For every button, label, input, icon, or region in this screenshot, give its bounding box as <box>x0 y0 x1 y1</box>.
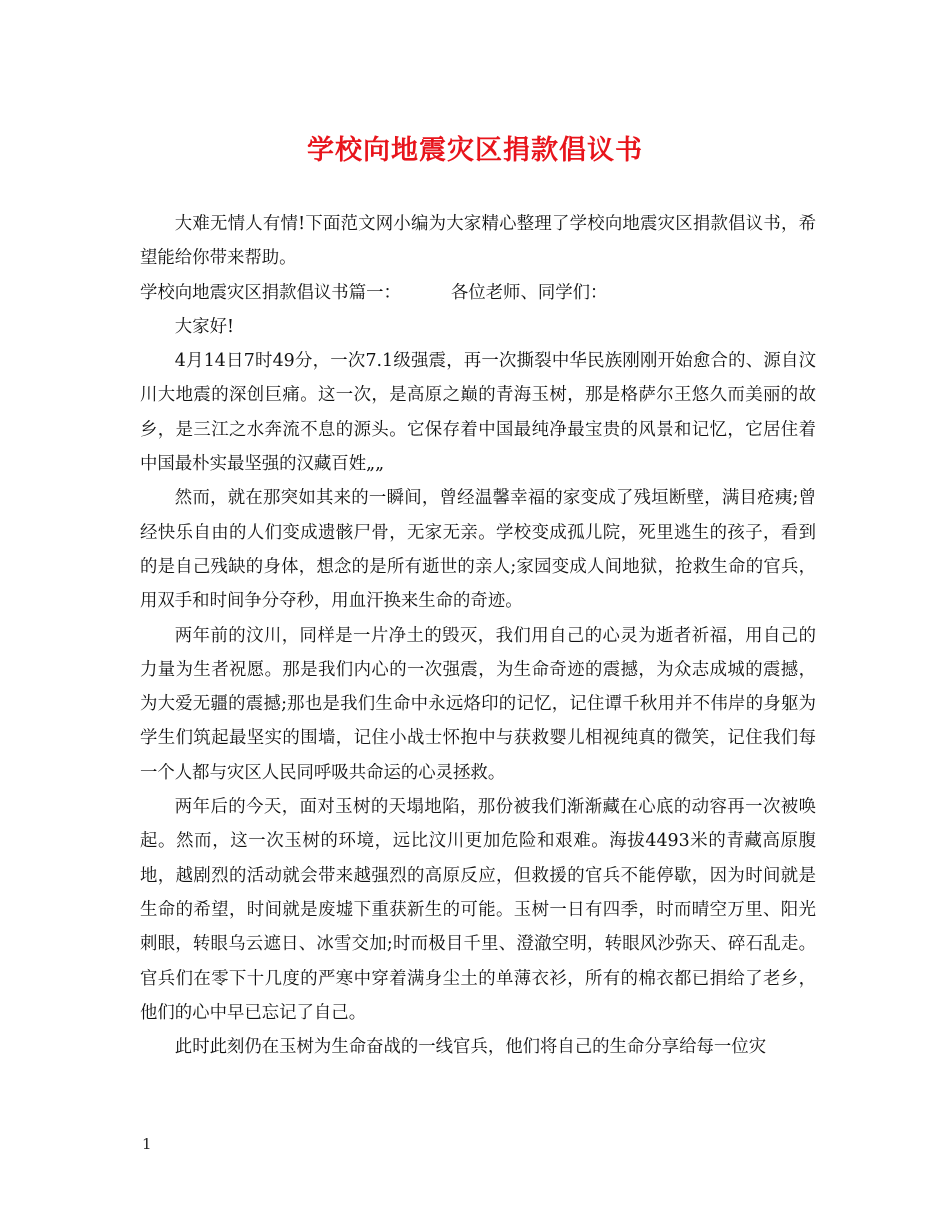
greeting: 大家好! <box>174 316 234 337</box>
body-paragraph-4: 两年后的今天，面对玉树的天塌地陷，那份被我们渐渐藏在心底的动容再一次被唤起。然而，这一次玉树的环境，远比汶川更加危险和艰难。海拔4493米的青藏高原腹地，越剧烈的活动就会带来越强烈的高原反应，但救援的官兵不能停歇，因为时间就是生命的希望，时间就是废墟下重获新生的可能。玉树一日有四季，时而晴空万里、阳光刺眼，转眼乌云遮日、冰雪交加;时而极目千里、澄澈空明，转眼风沙弥天、碎石乱走。官兵们在零下十几度的严寒中穿着满身尘土的单薄衣衫，所有的棉衣都已捐给了老乡，他们的心中早已忘记了自己。 <box>140 797 816 1023</box>
section-heading-line <box>140 276 816 310</box>
body-paragraph-2: 然而，就在那突如其来的一瞬间，曾经温馨幸福的家变成了残垣断壁，满目疮痍;曾经快乐自由的人们变成遗骸尸骨，无家无亲。学校变成孤儿院，死里逃生的孩子，看到的是自己残缺的身体，想念的是所有逝世的亲人;家园变成人间地狱，抢救生命的官兵，用双手和时间争分夺秒，用血汗换来生命的奇迹。 <box>140 488 816 612</box>
intro-paragraph: 大难无情人有情!下面范文网小编为大家精心整理了学校向地震灾区捐款倡议书，希望能给你带来帮助。 <box>140 214 816 269</box>
page-number: 1 <box>142 1135 152 1153</box>
body-paragraph-1: 4月14日7时49分，一次7.1级强震，再一次撕裂中华民族刚刚开始愈合的、源自汶川大地震的深创巨痛。这一次，是高原之巅的青海玉树，那是格萨尔王悠久而美丽的故乡，是三江之水奔流不息的源头。它保存着中国最纯净最宝贵的风景和记忆，它居住着中国最朴实最坚强的汉藏百姓„„ <box>140 351 816 475</box>
section-heading: 学校向地震灾区捐款倡议书篇一： <box>140 282 401 303</box>
salutation: 各位老师、同学们： <box>450 282 608 303</box>
body-paragraph-3: 两年前的汶川，同样是一片净土的毁灭，我们用自己的心灵为逝者祈福，用自己的力量为生者祝愿。那是我们内心的一次强震，为生命奇迹的震撼，为众志成城的震撼，为大爱无疆的震撼;那也是我们生命中永远烙印的记忆，记住谭千秋用并不伟岸的身躯为学生们筑起最坚实的围墙，记住小战士怀抱中与获救婴儿相视纯真的微笑，记住我们每一个人都与灾区人民同呼吸共命运的心灵拯救。 <box>140 625 816 783</box>
body-paragraph-5: 此时此刻仍在玉树为生命奋战的一线官兵，他们将自己的生命分享给每一位灾 <box>174 1037 767 1058</box>
document-body <box>140 207 816 1064</box>
document-title: 学校向地震灾区捐款倡议书 <box>307 135 643 166</box>
